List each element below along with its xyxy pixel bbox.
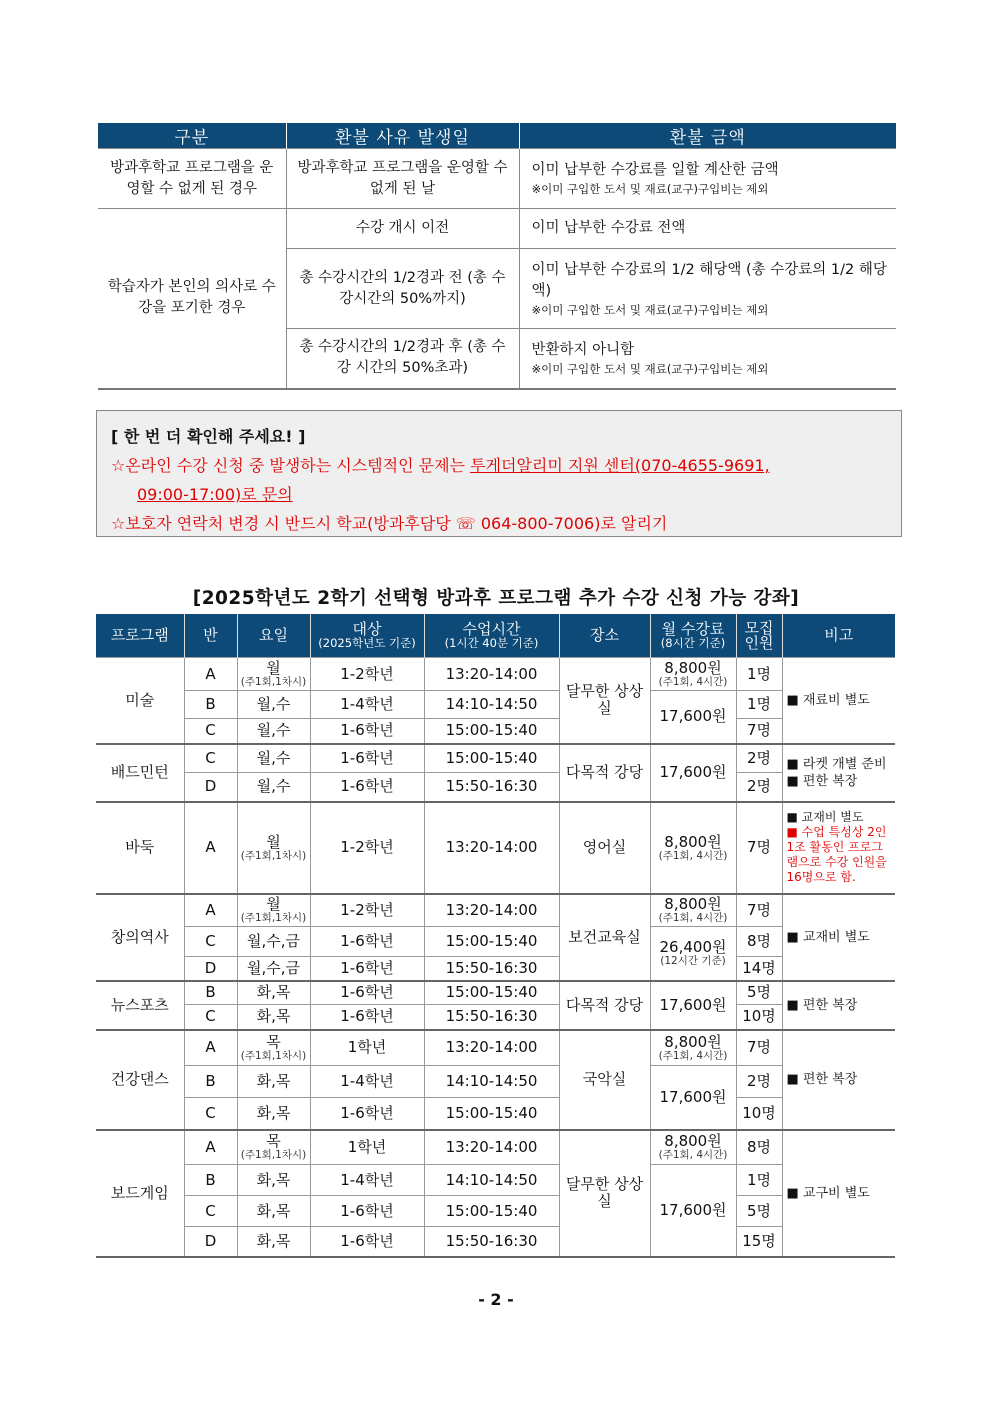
header-time-sub: (1시간 40분 기준) [444,635,539,650]
fee-cell [650,1130,736,1165]
time-cell: 13:20-14:00 [424,894,559,927]
class-cell: D [184,957,237,981]
time-cell: 15:00-15:40 [424,1196,559,1227]
amount-text: 이미 납부한 수강료를 일할 계산한 금액 [531,162,779,178]
recruit-cell: 2명 [736,744,782,773]
refund-row [98,209,896,249]
time-cell: 15:50-16:30 [424,773,559,802]
place-cell: 다목적 강당 [559,744,650,802]
class-cell: B [184,1165,237,1196]
day-cell [237,1130,310,1165]
target-cell: 1-6학년 [310,719,424,744]
target-cell: 1-6학년 [310,927,424,957]
fee-sub: (12시간 기준) [660,955,726,968]
refund-date: 총 수강시간의 1/2경과 후 (총 수강 시간의 50%초과) [286,329,519,389]
class-cell: A [184,894,237,927]
fee-cell [650,1030,736,1066]
day-cell: 화,목 [237,1165,310,1196]
header-place: 장소 [559,614,650,658]
target-cell: 1-2학년 [310,894,424,927]
fee-cell: 17,600원 [650,981,736,1030]
day-cell: 화,목 [237,1066,310,1098]
note-line-warning: ■ 수업 특성상 2인 1조 활동인 프로그램으로 수강 인원을 16명으로 함. [786,825,887,884]
page-number: - 2 - [478,1290,514,1309]
fee-cell: 17,600원 [650,691,736,744]
header-fee [650,614,736,658]
table-row [96,981,895,1005]
table-row [96,744,895,773]
note-cell: ■ 편한 복장 [782,1030,895,1130]
header-note: 비고 [782,614,895,658]
table-row [96,1005,895,1030]
fee-text: 26,400원 [659,938,727,957]
recruit-cell: 15명 [736,1227,782,1257]
header-target-label: 대상 [352,619,382,638]
target-cell: 1-6학년 [310,957,424,981]
target-cell: 1-6학년 [310,981,424,1005]
notice-line-1-cont [111,480,883,509]
header-fee-label: 월 수강료 [661,619,725,638]
place-cell: 달무한 상상실 [559,658,650,744]
day-sub: (주1회,1차시) [240,912,307,925]
time-cell: 13:20-14:00 [424,802,559,894]
target-cell: 1-6학년 [310,1196,424,1227]
class-cell: A [184,658,237,691]
fee-sub: (주1회, 4시간) [658,1149,728,1162]
target-cell: 1-2학년 [310,658,424,691]
class-cell: B [184,981,237,1005]
amount-text: 이미 납부한 수강료의 1/2 해당액 (총 수강료의 1/2 해당액) [531,261,887,299]
note-line: ■ 라켓 개별 준비 [786,756,887,772]
amount-text: 반환하지 아니함 [531,341,635,358]
day-cell: 월,수 [237,719,310,744]
fee-cell [650,802,736,894]
recruit-cell: 8명 [736,927,782,957]
time-cell: 14:10-14:50 [424,1165,559,1196]
fee-text: 8,800원 [664,832,722,851]
table-row [96,719,895,744]
day-sub: (주1회,1차시) [240,1149,307,1162]
fee-sub: (주1회, 4시간) [658,1049,728,1062]
table-row [96,802,895,894]
target-cell: 1-6학년 [310,744,424,773]
target-cell: 1-6학년 [310,1005,424,1030]
day-cell [237,802,310,894]
day-text: 월 [266,832,281,851]
program-name: 뉴스포츠 [96,981,184,1030]
day-cell: 화,목 [237,1005,310,1030]
day-text: 목 [266,1032,281,1051]
recruit-cell: 7명 [736,802,782,894]
fee-cell [650,658,736,691]
target-cell: 1-4학년 [310,1066,424,1098]
course-table [96,614,895,1258]
course-header-row [96,614,895,658]
refund-date: 수강 개시 이전 [286,209,519,249]
day-text: 목 [266,1132,281,1151]
time-cell: 15:50-16:30 [424,957,559,981]
support-center-link: 투게더알리미 지원 센터(070-4655-9691, [470,456,770,475]
day-cell: 화,목 [237,1098,310,1130]
recruit-cell: 8명 [736,1130,782,1165]
class-cell: D [184,773,237,802]
target-cell: 1학년 [310,1030,424,1066]
class-cell: B [184,691,237,719]
fee-cell [650,894,736,927]
time-cell: 15:00-15:40 [424,1098,559,1130]
amount-note: ※이미 구입한 도서 및 재료(교구)구입비는 제외 [531,361,769,376]
class-cell: C [184,1098,237,1130]
table-row [96,1165,895,1196]
refund-table [98,123,896,390]
recruit-cell: 1명 [736,1165,782,1196]
recruit-cell: 5명 [736,981,782,1005]
fee-sub: (주1회, 4시간) [658,912,728,925]
note-line: ■ 편한 복장 [786,773,858,789]
recruit-cell: 1명 [736,658,782,691]
recruit-cell: 2명 [736,773,782,802]
day-cell: 월,수,금 [237,927,310,957]
refund-category: 방과후학교 프로그램을 운영할 수 없게 된 경우 [98,149,286,209]
note-cell: ■ 재료비 별도 [782,658,895,744]
program-name: 건강댄스 [96,1030,184,1130]
table-row [96,691,895,719]
header-date: 환불 사유 발생일 [286,123,519,149]
recruit-cell: 5명 [736,1196,782,1227]
amount-note: ※이미 구입한 도서 및 재료(교구)구입비는 제외 [531,182,769,196]
table-row [96,1098,895,1130]
fee-text: 8,800원 [664,895,722,914]
day-sub: (주1회,1차시) [240,1049,307,1062]
header-time [424,614,559,658]
class-cell: C [184,1196,237,1227]
refund-amount [519,329,896,389]
program-name: 바둑 [96,802,184,894]
class-cell: A [184,802,237,894]
recruit-cell: 10명 [736,1098,782,1130]
note-line: ■ 교재비 별도 [786,810,864,824]
recruit-cell: 7명 [736,1030,782,1066]
class-cell: B [184,1066,237,1098]
day-cell [237,1030,310,1066]
class-cell: D [184,1227,237,1257]
time-cell: 13:20-14:00 [424,658,559,691]
amount-note: ※이미 구입한 도서 및 재료(교구)구입비는 제외 [531,302,769,317]
refund-row [98,149,896,209]
header-time-label: 수업시간 [462,619,521,638]
table-row [96,1066,895,1098]
time-cell: 15:50-16:30 [424,1005,559,1030]
header-amount: 환불 금액 [519,123,896,149]
refund-amount [519,249,896,329]
fee-cell: 17,600원 [650,1165,736,1257]
day-cell: 화,목 [237,981,310,1005]
day-cell [237,658,310,691]
fee-sub: (주1회, 4시간) [658,676,728,688]
header-fee-sub: (8시간 기준) [660,635,726,650]
table-row [96,1130,895,1165]
day-cell: 화,목 [237,1227,310,1257]
day-text: 월 [266,659,281,677]
program-name: 창의역사 [96,894,184,981]
header-day: 요일 [237,614,310,658]
support-center-hours: 09:00-17:00)로 문의 [137,485,293,504]
fee-text: 8,800원 [664,659,722,677]
time-cell: 13:20-14:00 [424,1030,559,1066]
table-row [96,773,895,802]
header-target-sub: (2025학년도 기준) [318,635,416,650]
fee-text: 8,800원 [664,1132,722,1151]
refund-header-row [98,123,896,149]
refund-date: 방과후학교 프로그램을 운영할 수 없게 된 날 [286,149,519,209]
place-cell: 국악실 [559,1030,650,1130]
time-cell: 14:10-14:50 [424,691,559,719]
place-cell: 달무한 상상실 [559,1130,650,1257]
class-cell: A [184,1130,237,1165]
course-table-title: [2025학년도 2학기 선택형 방과후 프로그램 추가 수강 신청 가능 강좌] [192,588,800,609]
target-cell: 1-2학년 [310,802,424,894]
header-program: 프로그램 [96,614,184,658]
recruit-cell: 7명 [736,894,782,927]
day-text: 월 [266,895,281,914]
table-row [96,1196,895,1227]
recruit-cell: 2명 [736,1066,782,1098]
day-sub: (주1회,1차시) [240,676,307,688]
table-row [96,658,895,691]
class-cell: C [184,744,237,773]
header-class: 반 [184,614,237,658]
fee-cell: 17,600원 [650,744,736,802]
notice-heading: [ 한 번 더 확인해 주세요! ] [111,427,306,446]
table-row [96,957,895,981]
note-cell [782,744,895,802]
recruit-cell: 10명 [736,1005,782,1030]
header-category: 구분 [98,123,286,149]
notice-line-1 [111,451,883,480]
program-name: 미술 [96,658,184,744]
notice-box [96,410,902,537]
note-cell: ■ 편한 복장 [782,981,895,1030]
recruit-cell: 1명 [736,691,782,719]
target-cell: 1-6학년 [310,1098,424,1130]
fee-cell: 17,600원 [650,1066,736,1130]
notice-line-2: ☆보호자 연락처 변경 시 반드시 학교(방과후담당 ☏ 064-800-7006)로 알리기 [111,514,668,533]
time-cell: 15:00-15:40 [424,981,559,1005]
place-cell: 영어실 [559,802,650,894]
target-cell: 1-6학년 [310,773,424,802]
note-cell [782,802,895,894]
time-cell: 15:50-16:30 [424,1227,559,1257]
refund-amount: 이미 납부한 수강료 전액 [519,209,896,249]
header-target [310,614,424,658]
place-cell: 다목적 강당 [559,981,650,1030]
program-name: 보드게임 [96,1130,184,1257]
class-cell: A [184,1030,237,1066]
target-cell: 1학년 [310,1130,424,1165]
program-name: 배드민턴 [96,744,184,802]
note-cell: ■ 교구비 별도 [782,1130,895,1257]
table-row [96,1227,895,1257]
fee-cell [650,927,736,981]
place-cell: 보건교육실 [559,894,650,981]
time-cell: 13:20-14:00 [424,1130,559,1165]
time-cell: 15:00-15:40 [424,927,559,957]
class-cell: C [184,719,237,744]
class-cell: C [184,927,237,957]
day-cell: 월,수 [237,744,310,773]
fee-sub: (주1회, 4시간) [658,849,728,862]
recruit-cell: 7명 [736,719,782,744]
fee-text: 8,800원 [664,1032,722,1051]
target-cell: 1-4학년 [310,1165,424,1196]
time-cell: 14:10-14:50 [424,1066,559,1098]
day-sub: (주1회,1차시) [240,849,307,862]
table-row [96,927,895,957]
refund-amount [519,149,896,209]
note-cell: ■ 교재비 별도 [782,894,895,981]
notice-text: ☆온라인 수강 신청 중 발생하는 시스템적인 문제는 [111,456,471,475]
table-row [96,894,895,927]
target-cell: 1-6학년 [310,1227,424,1257]
table-row [96,1030,895,1066]
header-recruit: 모집 인원 [736,614,782,658]
target-cell: 1-4학년 [310,691,424,719]
time-cell: 15:00-15:40 [424,719,559,744]
refund-date: 총 수강시간의 1/2경과 전 (총 수강시간의 50%까지) [286,249,519,329]
time-cell: 15:00-15:40 [424,744,559,773]
day-cell: 월,수,금 [237,957,310,981]
day-cell: 화,목 [237,1196,310,1227]
day-cell: 월,수 [237,773,310,802]
recruit-cell: 14명 [736,957,782,981]
refund-category: 학습자가 본인의 의사로 수강을 포기한 경우 [98,209,286,389]
day-cell [237,894,310,927]
class-cell: C [184,1005,237,1030]
day-cell: 월,수 [237,691,310,719]
